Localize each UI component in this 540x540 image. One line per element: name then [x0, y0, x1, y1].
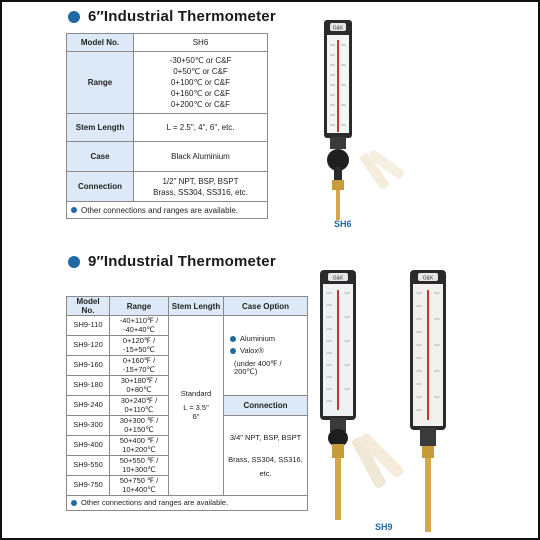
- section1-title-text: 6″Industrial Thermometer: [88, 8, 276, 25]
- model-cell: SH9-160: [67, 356, 110, 376]
- label-model: Model No.: [67, 34, 134, 52]
- label-connection: Connection: [67, 172, 134, 202]
- label-range: Range: [67, 52, 134, 114]
- range-line: 0+160℃ or C&F: [170, 89, 230, 98]
- model-cell: SH9-550: [67, 456, 110, 476]
- option-bullet-icon: [230, 348, 236, 354]
- header-range: Range: [110, 297, 169, 316]
- model-cell: SH9-240: [67, 396, 110, 416]
- model-cell: SH9-180: [67, 376, 110, 396]
- note-bullet-icon: [71, 500, 77, 506]
- brand-label-sh9-right: G&K: [422, 275, 434, 282]
- case-option-valox-detail: (under 400℉ / 200℃): [234, 358, 282, 376]
- range-cell: -40+110℉ / -40+40℃: [110, 316, 169, 336]
- section2-title-text: 9″Industrial Thermometer: [88, 253, 276, 270]
- header-stem: Stem Length: [169, 297, 224, 316]
- section2-title: [68, 253, 276, 270]
- stem-line: Standard: [180, 388, 212, 398]
- sh6-spec-table: [66, 33, 268, 219]
- range-line: 0+50℃ or C&F: [173, 67, 228, 76]
- label-case: Case: [67, 142, 134, 172]
- connection-line: 1/2" NPT, BSP, BSPT: [162, 176, 239, 186]
- header-model: Model No.: [67, 297, 110, 316]
- value-model: SH6: [134, 34, 268, 52]
- range-cell: 0+120℉ / -15+50℃: [110, 336, 169, 356]
- sh6-caption: SH6: [334, 219, 352, 229]
- model-cell: SH9-750: [67, 476, 110, 496]
- range-line: 0+100℃ or C&F: [170, 78, 230, 87]
- label-stem: Stem Length: [67, 114, 134, 142]
- value-range: [134, 52, 268, 114]
- option-bullet-icon: [230, 336, 236, 342]
- header-case: Case Option: [224, 297, 308, 316]
- brand-label-sh9-left: G&K: [332, 275, 344, 282]
- stem-line: L = 3.5": [183, 403, 209, 413]
- model-cell: SH9-300: [67, 416, 110, 436]
- sh9-caption: SH9: [375, 522, 393, 532]
- stem-cell: [169, 316, 224, 496]
- note-text: Other connections and ranges are available.: [81, 497, 229, 507]
- range-cell: 50+400 ℉ / 10+200℃: [110, 436, 169, 456]
- connection-line: Brass, SS304, SS316, etc.: [153, 187, 248, 197]
- case-option-aluminium: Aluminium: [240, 333, 276, 343]
- range-line: -30+50℃ or C&F: [169, 56, 232, 65]
- sh9-spec-table: [66, 296, 308, 511]
- model-cell: SH9-110: [67, 316, 110, 336]
- brand-label-sh6: G&K: [332, 25, 344, 32]
- header-connection: Connection: [224, 396, 308, 416]
- value-connection: [134, 172, 268, 202]
- section1-title: [68, 8, 276, 25]
- range-cell: 30+180℉ / 0+80℃: [110, 376, 169, 396]
- model-cell: SH9-120: [67, 336, 110, 356]
- range-cell: 50+750 ℉ / 10+400℃: [110, 476, 169, 496]
- note-bullet-icon: [71, 207, 77, 213]
- range-cell: 30+300 ℉ / 0+150℃: [110, 416, 169, 436]
- range-cell: 30+240℉ / 0+110℃: [110, 396, 169, 416]
- connection-line: 3/4" NPT, BSP, BSPT: [229, 432, 302, 442]
- value-stem: L = 2.5", 4", 6", etc.: [134, 114, 268, 142]
- range-line: 0+200℃ or C&F: [170, 100, 230, 109]
- title-bullet-icon: [68, 256, 80, 268]
- note-row: [67, 202, 268, 219]
- note-row: [67, 496, 308, 511]
- case-option-valox: Valox®: [240, 346, 264, 355]
- connection-cell: [224, 416, 308, 496]
- range-cell: 0+160℉ / -15+70℃: [110, 356, 169, 376]
- model-cell: SH9-400: [67, 436, 110, 456]
- note-text: Other connections and ranges are available.: [81, 205, 238, 215]
- range-cell: 50+550 ℉ / 10+300℃: [110, 456, 169, 476]
- title-bullet-icon: [68, 11, 80, 23]
- sh9-thermometer-image: [312, 268, 462, 536]
- value-case: Black Aluminium: [134, 142, 268, 172]
- stem-line: 6": [192, 411, 200, 421]
- connection-line: Brass, SS304, SS316, etc.: [228, 454, 303, 478]
- case-option-cell: [224, 316, 308, 396]
- sh6-thermometer-image: [290, 15, 420, 230]
